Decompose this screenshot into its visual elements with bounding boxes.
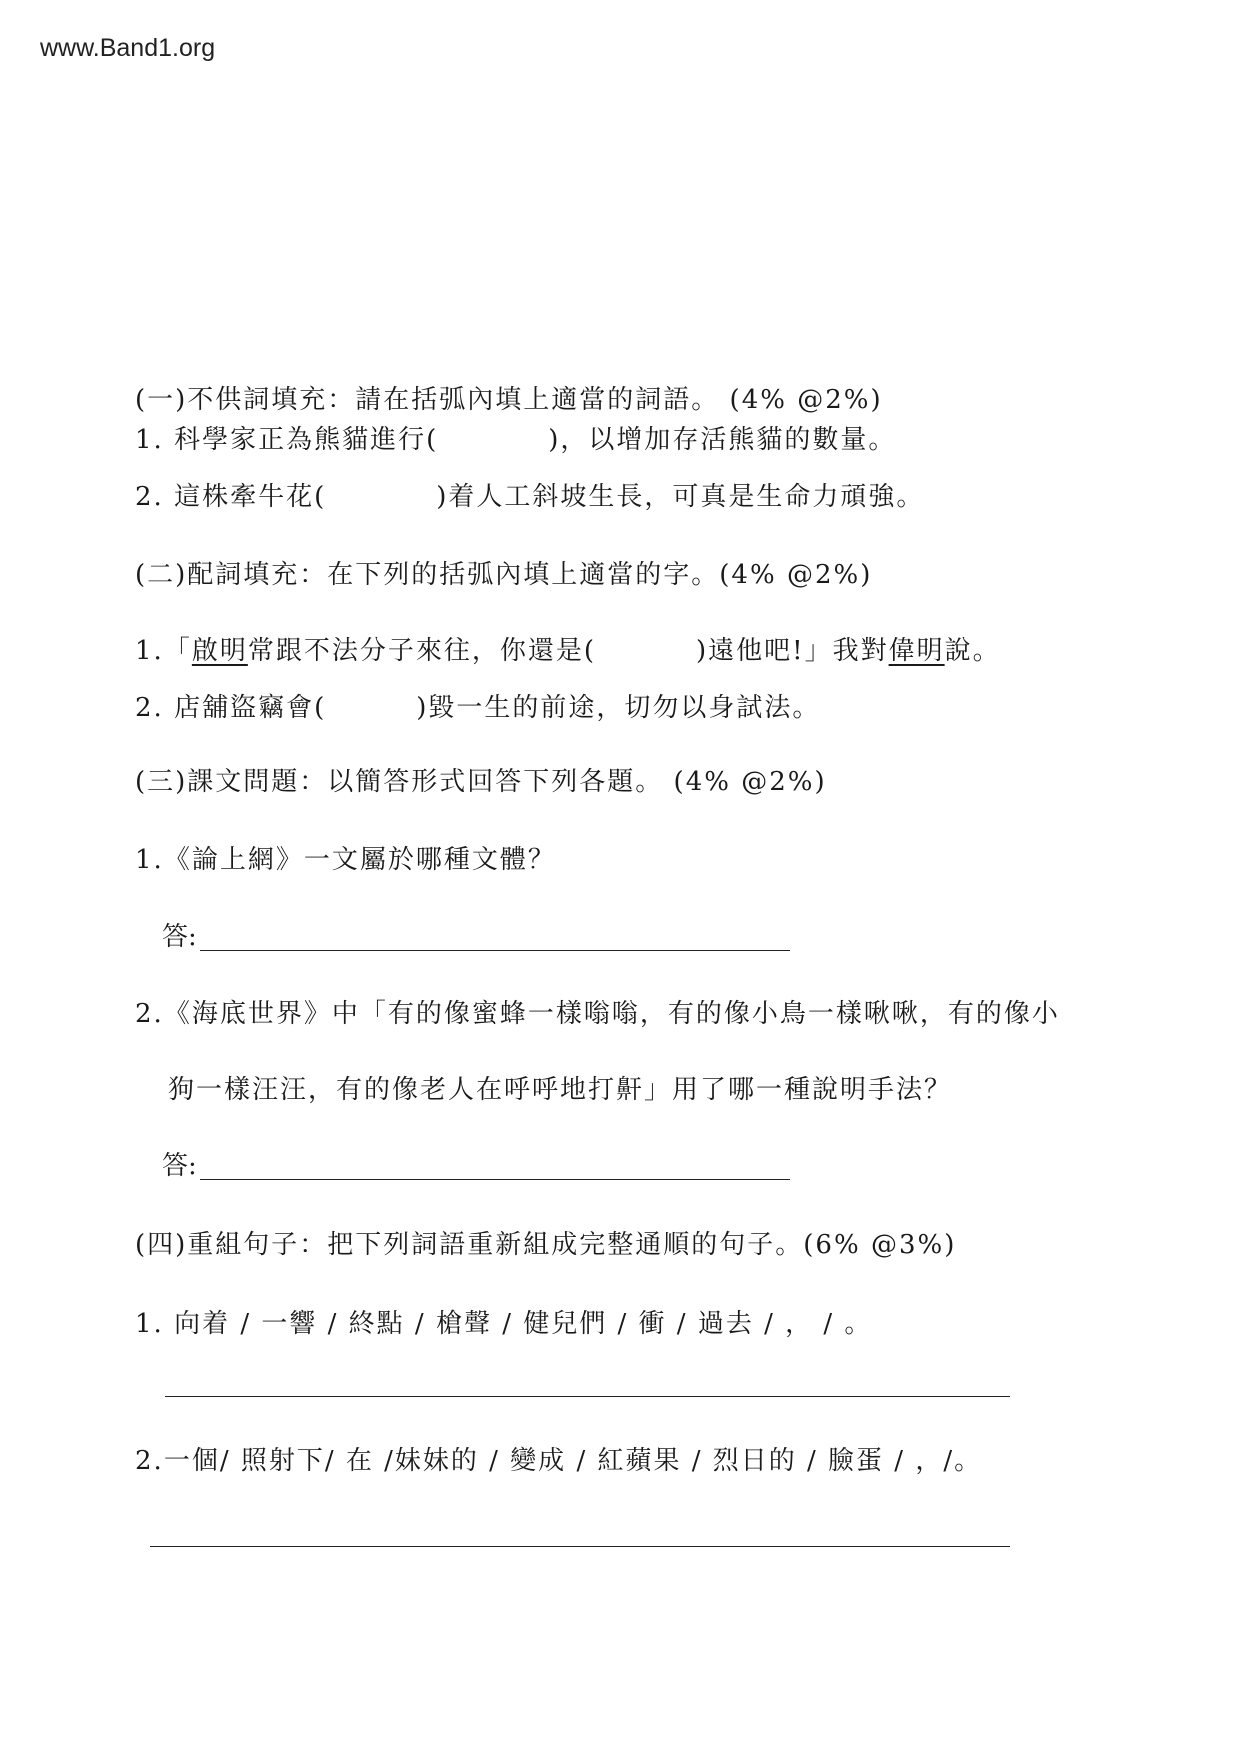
question-text: 一個/ 照射下/ 在 /妹妹的 / 變成 / 紅蘋果 / 烈日的 / 臉蛋 / ，/。 bbox=[163, 1446, 983, 1476]
question-number: 2. bbox=[135, 999, 164, 1029]
question-text: 《論上網》一文屬於哪種文體？ bbox=[163, 845, 556, 875]
site-watermark: www.Band1.org bbox=[40, 34, 216, 62]
sec2-question-1 bbox=[135, 634, 1001, 668]
sec1-question-1 bbox=[135, 423, 896, 457]
question-text-line1: 《海底世界》中「有的像蜜蜂一樣嗡嗡，有的像小鳥一樣啾啾，有的像小 bbox=[163, 999, 1060, 1029]
question-number: 1. bbox=[135, 636, 164, 666]
answer-line[interactable] bbox=[200, 950, 790, 951]
open-quote: 「 bbox=[163, 636, 192, 666]
sec3-question-2-cont: 狗一樣汪汪，有的像老人在呼呼地打鼾」用了哪一種說明手法？ bbox=[168, 1075, 953, 1105]
question-text-a: 店舖盜竊會( bbox=[174, 693, 327, 723]
section-2-heading: (二)配詞填充：在下列的括弧內填上適當的字。(4% @2%) bbox=[135, 560, 873, 590]
question-text-a: 科學家正為熊貓進行( bbox=[174, 425, 439, 455]
question-text: 向着 / 一響 / 終點 / 槍聲 / 健兒們 / 衝 / 過去 / ， / 。 bbox=[174, 1309, 873, 1339]
question-number: 2. bbox=[135, 693, 164, 723]
question-text-a: 這株牽牛花( bbox=[174, 482, 327, 512]
question-number: 1. bbox=[135, 845, 164, 875]
answer-label: 答: bbox=[162, 922, 197, 952]
question-number: 2. bbox=[135, 1446, 164, 1476]
person-name-qiming: 啟明 bbox=[191, 636, 248, 666]
answer-label: 答: bbox=[162, 1151, 197, 1181]
answer-line[interactable] bbox=[165, 1396, 1010, 1397]
question-text-a: 常跟不法分子來往，你還是( bbox=[247, 636, 596, 666]
section-4-heading: (四)重組句子：把下列詞語重新組成完整通順的句子。(6% @3%) bbox=[135, 1230, 957, 1260]
question-text-b: )毀一生的前途，切勿以身試法。 bbox=[416, 693, 821, 723]
question-text-b: )遠他吧!」我對 bbox=[696, 636, 889, 666]
answer-line[interactable] bbox=[150, 1546, 1010, 1547]
question-number: 1. bbox=[135, 425, 164, 455]
section-1-heading: (一)不供詞填充：請在括弧內填上適當的詞語。 (4% @2%) bbox=[135, 385, 883, 415]
person-name-weiming: 偉明 bbox=[888, 636, 945, 666]
question-text-b: )着人工斜坡生長，可真是生命力頑強。 bbox=[436, 482, 925, 512]
answer-line[interactable] bbox=[200, 1179, 790, 1180]
sec4-question-2 bbox=[135, 1444, 982, 1478]
sec2-question-2 bbox=[135, 691, 820, 725]
section-3-heading: (三)課文問題：以簡答形式回答下列各題。 (4% @2%) bbox=[135, 767, 827, 797]
sec1-question-2 bbox=[135, 480, 924, 514]
sec4-question-1 bbox=[135, 1307, 872, 1341]
question-text-c: 說。 bbox=[944, 636, 1001, 666]
sec3-question-2 bbox=[135, 997, 1060, 1031]
question-number: 1. bbox=[135, 1309, 164, 1339]
question-number: 2. bbox=[135, 482, 164, 512]
question-text-b: )，以增加存活熊貓的數量。 bbox=[548, 425, 897, 455]
sec3-question-1 bbox=[135, 843, 556, 877]
